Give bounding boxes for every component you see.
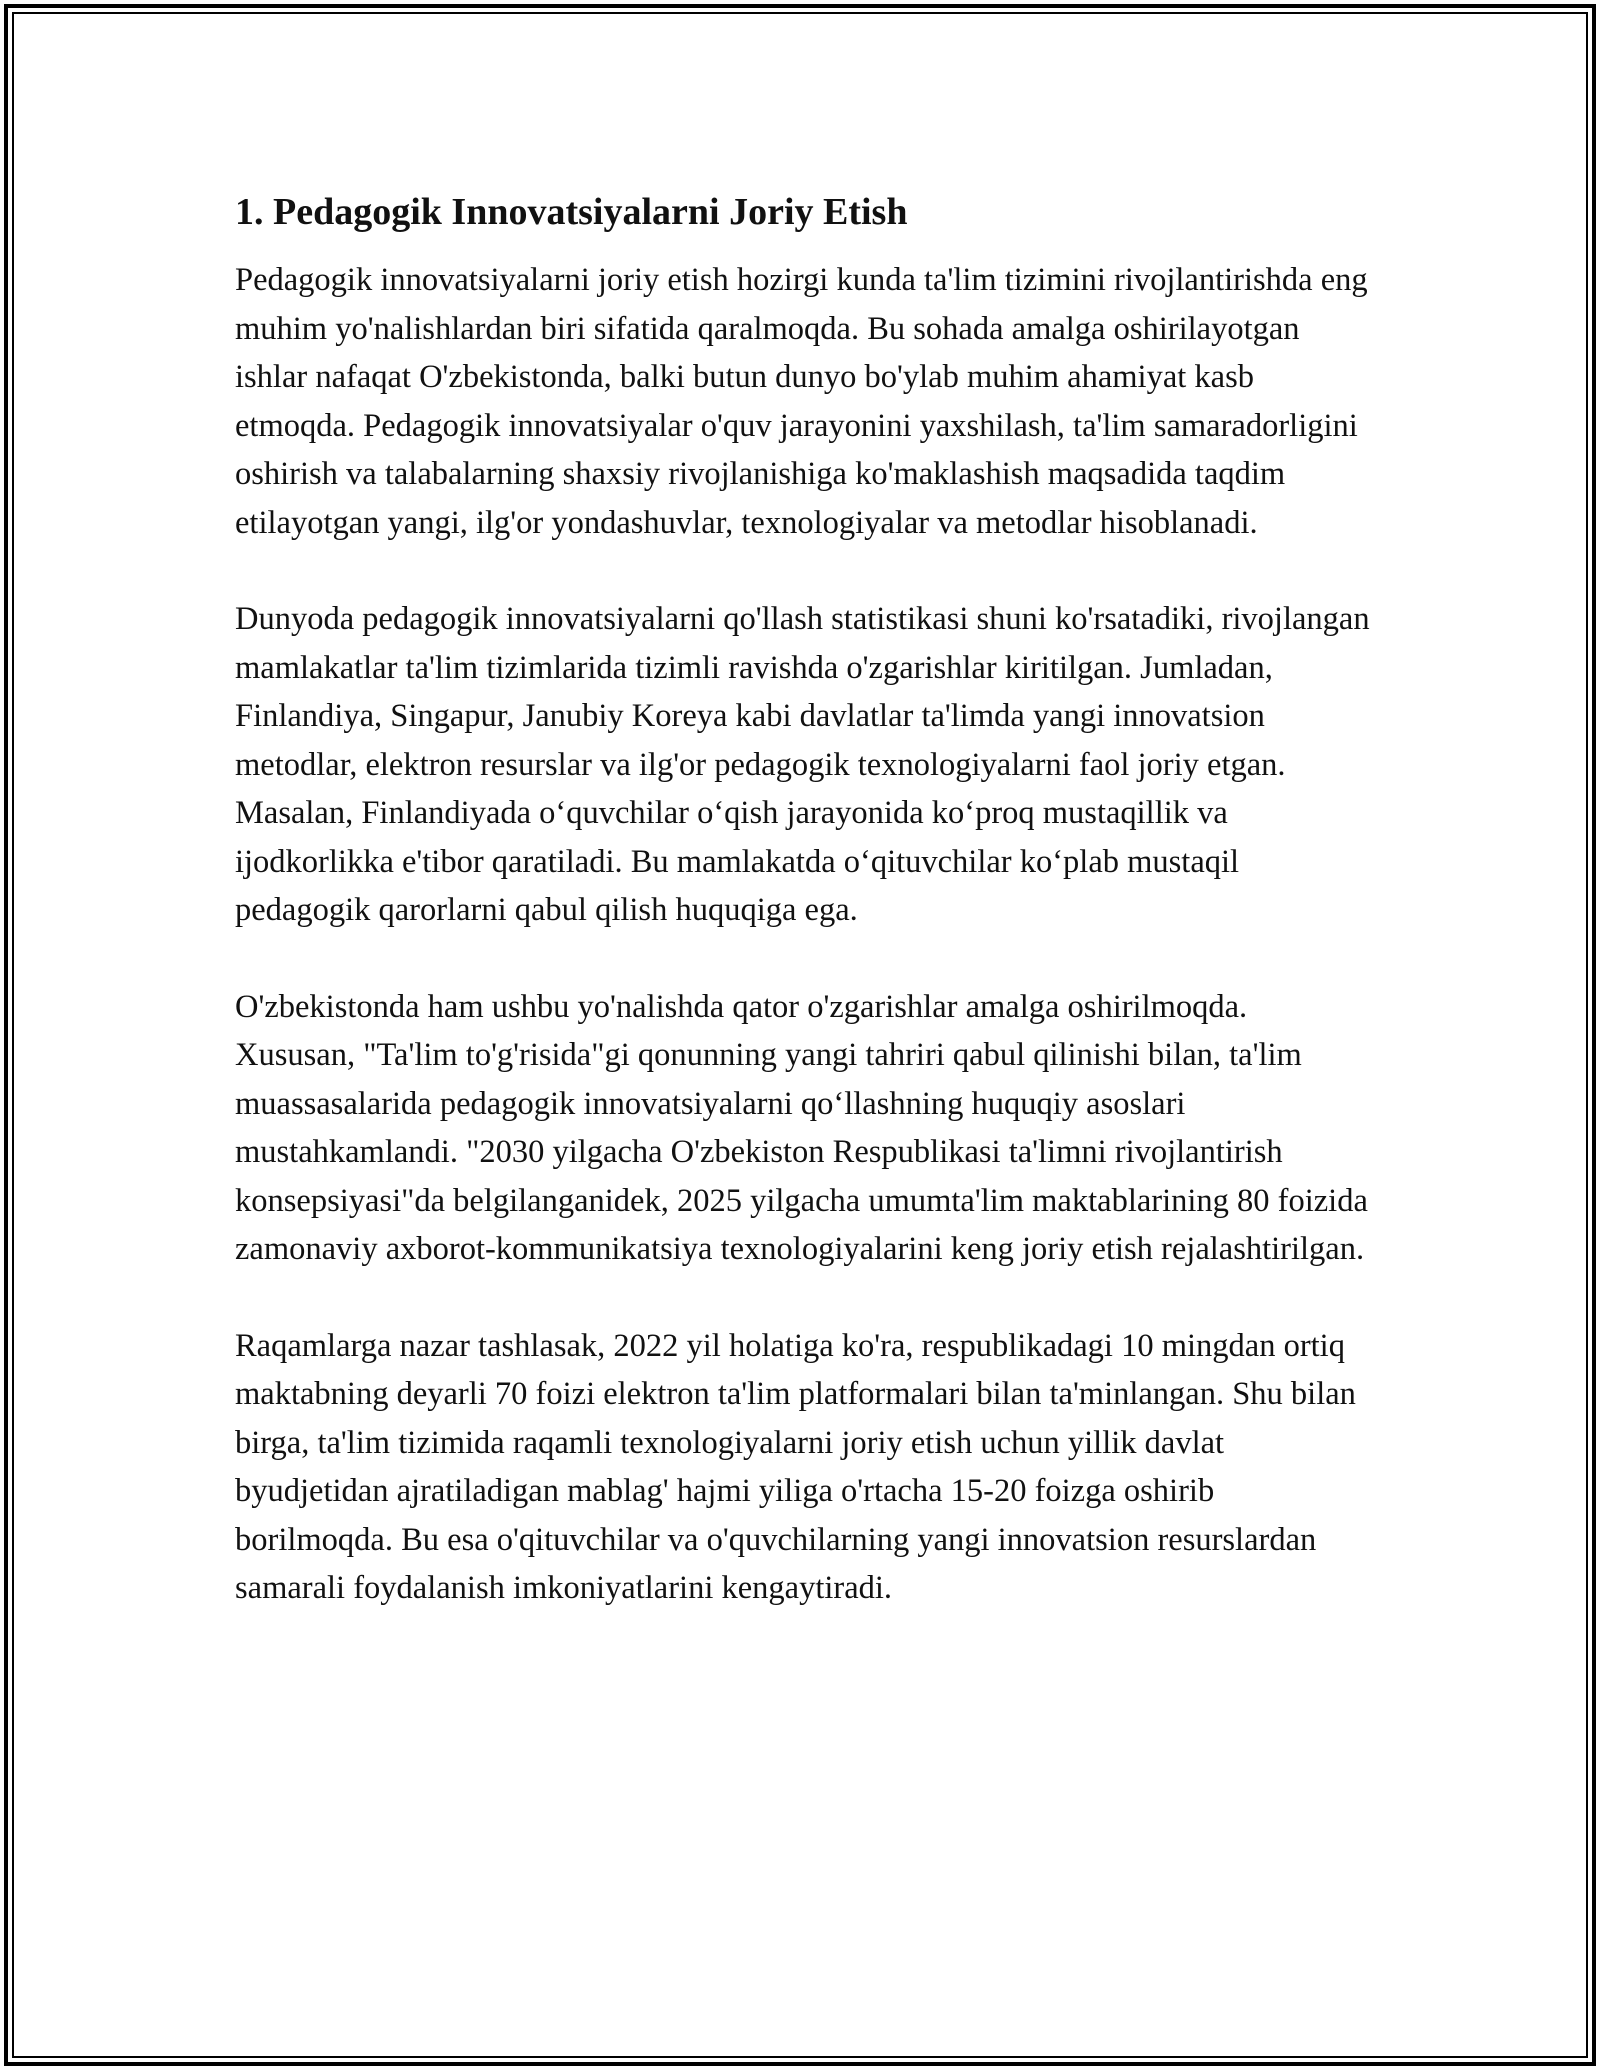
paragraph-figures: Raqamlarga nazar tashlasak, 2022 yil holatiga ko'ra, respublikadagi 10 mingdan ortiq maktabning deyarli 70 foizi elektron ta'lim platformalari bilan ta'minlangan. Shu bilan birga, ta'lim tizimida raqamli texnologiyalarni joriy etish uchun yillik davlat byudjetidan ajratiladigan mablag' hajmi yiliga o'rtacha 15-20 foizga oshirib borilmoqda. Bu esa o'qituvchilar va o'quvchilarning yangi innovatsion resurslardan samarali foydalanish imkoniyatlarini kengaytiradi. bbox=[235, 1327, 1356, 1606]
document-body bbox=[235, 188, 1375, 1661]
paragraph-uzbekistan-reforms: O'zbekistonda ham ushbu yo'nalishda qator o'zgarishlar amalga oshirilmoqda. Xususan, "Ta'lim to'g'risida"gi qonunning yangi tahriri qabul qilinishi bilan, ta'lim muassasalarida pedagogik innovatsiyalarni qo‘llashning huquqiy asoslari mustahkamlandi. "2030 yilgacha O'zbekiston Respublikasi ta'limni rivojlantirish konsepsiyasi"da belgilanganidek, 2025 yilgacha umumta'lim maktablarining 80 foizida zamonaviy axborot-kommunikatsiya texnologiyalarini keng joriy etish rejalashtirilgan. bbox=[235, 988, 1368, 1267]
section-heading: 1. Pedagogik Innovatsiyalarni Joriy Etish bbox=[235, 191, 908, 233]
paragraph-introduction: Pedagogik innovatsiyalarni joriy etish hozirgi kunda ta'lim tizimini rivojlantirishda eng muhim yo'nalishlardan biri sifatida qaralmoqda. Bu sohada amalga oshirilayotgan ishlar nafaqat O'zbekistonda, balki butun dunyo bo'ylab muhim ahamiyat kasb etmoqda. Pedagogik innovatsiyalar o'quv jarayonini yaxshilash, ta'lim samaradorligini oshirish va talabalarning shaxsiy rivojlanishiga ko'maklashish maqsadida taqdim etilayotgan yangi, ilg'or yondashuvlar, texnologiyalar va metodlar hisoblanadi. bbox=[235, 262, 1368, 541]
paragraph-world-statistics: Dunyoda pedagogik innovatsiyalarni qo'llash statistikasi shuni ko'rsatadiki, rivojlangan mamlakatlar ta'lim tizimlarida tizimli ravishda o'zgarishlar kiritilgan. Jumladan, Finlandiya, Singapur, Janubiy Koreya kabi davlatlar ta'limda yangi innovatsion metodlar, elektron resurslar va ilg'or pedagogik texnologiyalarni faol joriy etgan. Masalan, Finlandiyada o‘quvchilar o‘qish jarayonida ko‘proq mustaqillik va ijodkorlikka e'tibor qaratiladi. Bu mamlakatda o‘qituvchilar ko‘plab mustaqil pedagogik qarorlarni qabul qilish huquqiga ega. bbox=[235, 601, 1370, 928]
